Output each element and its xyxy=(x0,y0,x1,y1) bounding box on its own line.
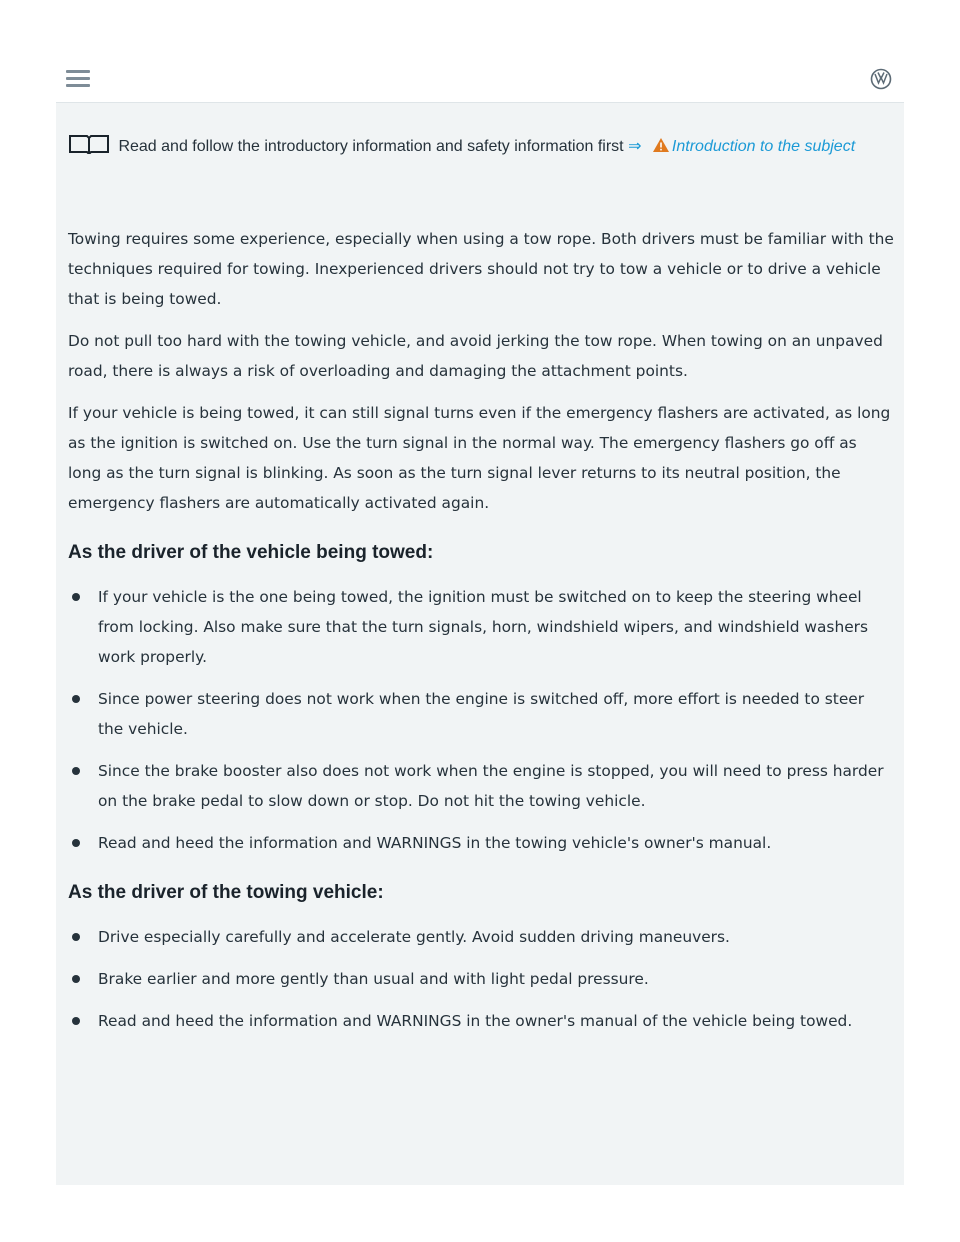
section-heading-towing: As the driver of the towing vehicle: xyxy=(68,882,384,903)
list-item: If your vehicle is the one being towed, the ignition must be switched on to keep the steering wheel from locking. Also make sure that the turn signals, horn, windshield wipers, and windshield washers work properly. xyxy=(68,582,894,672)
list-item: Since the brake booster also does not work when the engine is stopped, you will need to press harder on the brake pedal to slow down or stop. Do not hit the towing vehicle. xyxy=(68,756,894,816)
towed-list xyxy=(68,582,894,858)
menu-icon[interactable] xyxy=(66,70,90,90)
content-panel xyxy=(56,103,904,1185)
intro-notice xyxy=(68,133,892,160)
paragraph: Towing requires some experience, especially when using a tow rope. Both drivers must be familiar with the techniques required for towing. Inexperienced drivers should not try to tow a vehicle or to drive a vehicle that is being towed. xyxy=(68,230,894,308)
section-heading-towed: As the driver of the vehicle being towed: xyxy=(68,542,434,563)
arrow-icon: ⇒ xyxy=(628,138,642,155)
list-item: Since power steering does not work when the engine is switched off, more effort is needed to steer the vehicle. xyxy=(68,684,894,744)
list-item: Read and heed the information and WARNINGS in the owner's manual of the vehicle being towed. xyxy=(68,1006,894,1036)
intro-link[interactable]: Introduction to the subject xyxy=(671,138,856,155)
vw-logo-icon[interactable] xyxy=(870,68,892,90)
top-bar xyxy=(56,56,904,103)
book-icon xyxy=(68,134,110,154)
intro-text: Read and follow the introductory information and safety information first xyxy=(118,138,624,155)
list-item: Read and heed the information and WARNINGS in the towing vehicle's owner's manual. xyxy=(68,828,894,858)
list-item: Brake earlier and more gently than usual and with light pedal pressure. xyxy=(68,964,894,994)
list-item: Drive especially carefully and accelerate gently. Avoid sudden driving maneuvers. xyxy=(68,922,894,952)
warning-icon xyxy=(652,137,670,153)
paragraph: If your vehicle is being towed, it can still signal turns even if the emergency flashers are activated, as long as the ignition is switched on. Use the turn signal in the normal way. The emergency flashers go off as long as the turn signal is blinking. As soon as the turn signal lever returns to its neutral position, the emergency flashers are automatically activated again. xyxy=(68,404,891,512)
article-body xyxy=(68,224,894,1048)
paragraph: Do not pull too hard with the towing vehicle, and avoid jerking the tow rope. When towing on an unpaved road, there is always a risk of overloading and damaging the attachment points. xyxy=(68,332,883,380)
towing-list xyxy=(68,922,894,1036)
